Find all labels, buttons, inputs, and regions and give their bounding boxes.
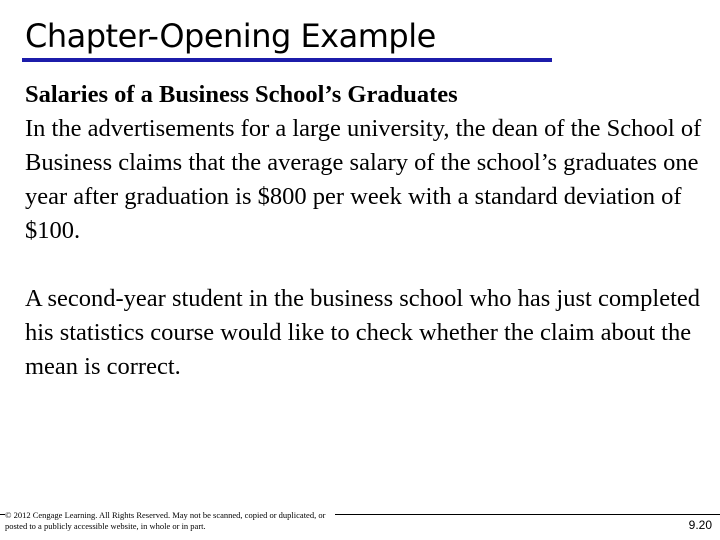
paragraph-claim: In the advertisements for a large university, the dean of the School of Business claims that the average salary of the school’s graduates one year after graduation is $800 per week with a standard deviation of $100. <box>25 115 702 244</box>
slide-number: 9.20 <box>688 518 712 532</box>
copyright-notice: © 2012 Cengage Learning. All Rights Reserved. May not be scanned, copied or duplicated, or posted to a publicly accessible website, in whole or in part. <box>5 510 335 532</box>
slide-title: Chapter-Opening Example <box>25 17 436 55</box>
paragraph-student: A second-year student in the business school who has just completed his statistics course would like to check whether the claim about the mean is correct. <box>25 285 700 380</box>
slide-content <box>25 78 705 384</box>
title-underline <box>22 58 552 62</box>
example-subheading: Salaries of a Business School’s Graduates <box>25 81 458 108</box>
